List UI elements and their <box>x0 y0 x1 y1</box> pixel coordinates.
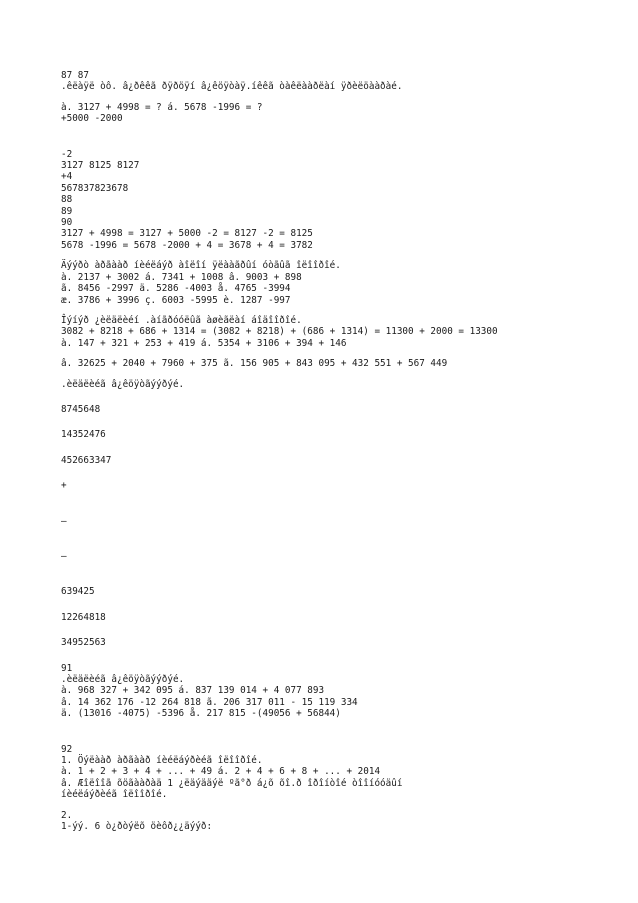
exercise-instruction: .êëàÿë òô. â¿ðêêã ðÿðöÿí â¿êöÿòàÿ.íêêã òàêëààðëàí ÿðèëöààðàé. <box>61 81 403 93</box>
exercise-problem: ã. 8456 -2997 ä. 5286 -4003 å. 4765 -3994 <box>61 283 291 295</box>
document-body <box>61 70 621 832</box>
exercise-instruction: Îýíýð ¿èëäëèéí .àíãðóóëûã àøèãëàí áîäîîðîé. <box>61 314 302 326</box>
exercise-problem: â. 14 362 176 -12 264 818 ã. 206 317 011 - 15 119 334 <box>61 696 358 708</box>
exercise-instruction: Äýýðò àðãààð íèéëáýð àîëîí ÿëààãðûí óòãûã îëîîðîé. <box>61 260 341 272</box>
page-numbers: 87 87 <box>61 70 89 81</box>
exercise-instruction: 1. Öýëààð àðãààð íèéëáýðèéã îëîîðîé. <box>61 755 263 767</box>
working-line: 567837823678 <box>61 182 129 194</box>
page-number: 92 <box>61 743 73 755</box>
column-number: 34952563 <box>61 637 106 649</box>
exercise-problem: à. 1 + 2 + 3 + 4 + ... + 49 á. 2 + 4 + 6 + 8 + ... + 2014 <box>61 766 381 778</box>
page-number: 88 <box>61 194 73 206</box>
exercise-problem: â. 32625 + 2040 + 7960 + 375 ã. 156 905 + 843 095 + 432 551 + 567 449 <box>61 358 448 370</box>
solution-line: 5678 -1996 = 5678 -2000 + 4 = 3678 + 4 = 3782 <box>61 239 313 251</box>
exercise-problem: æ. 3786 + 3996 ç. 6003 -5995 è. 1287 -997 <box>61 294 291 306</box>
section-number: 2. <box>61 809 73 821</box>
working-line: 3127 8125 8127 <box>61 160 140 172</box>
column-number: 14352476 <box>61 429 106 441</box>
working-line: +4 <box>61 171 73 183</box>
exercise-problem: à. 3127 + 4998 = ? á. 5678 -1996 = ? <box>61 101 263 113</box>
working-line: -2 <box>61 148 73 160</box>
exercise-problem: à. 147 + 321 + 253 + 419 á. 5354 + 3106 + 394 + 146 <box>61 337 347 349</box>
column-number: 8745648 <box>61 403 101 415</box>
page-number: 90 <box>61 217 73 229</box>
exercise-problem: â. Æîëîîã õöãààðàä 1 ¿ëäýääýë ºã°ð á¿õ õî.ð îðîíòîé òîîíóóäûí <box>61 777 403 789</box>
operator-sign: – <box>61 515 67 527</box>
exercise-problem: à. 2137 + 3002 á. 7341 + 1008 â. 9003 + 898 <box>61 271 302 283</box>
working-line: +5000 -2000 <box>61 113 123 125</box>
solution-line: 3127 + 4998 = 3127 + 5000 -2 = 8127 -2 = 8125 <box>61 228 313 240</box>
page-number: 89 <box>61 205 73 217</box>
exercise-instruction: .èëäëèéã â¿êöÿòãýýðýé. <box>61 674 185 685</box>
exercise-instruction: .èëäëèéã â¿êöÿòãýýðýé. <box>61 378 185 390</box>
page-number: 91 <box>61 662 73 674</box>
exercise-problem: ä. (13016 -4075) -5396 å. 217 815 -(49056 + 56844) <box>61 708 341 720</box>
column-number: 12264818 <box>61 611 106 623</box>
exercise-problem: à. 968 327 + 342 095 á. 837 139 014 + 4 077 893 <box>61 685 325 697</box>
column-number: 452663347 <box>61 454 112 466</box>
exercise-instruction: 1-ýý. 6 ò¿ðòýëõ öèôð¿¿äýýð: <box>61 821 213 833</box>
operator-sign: + <box>61 480 67 492</box>
operator-sign: – <box>61 550 67 562</box>
exercise-problem: íèéëáýðèéã îëîîðîé. <box>61 789 168 801</box>
solution-line: 3082 + 8218 + 686 + 1314 = (3082 + 8218) + (686 + 1314) = 11300 + 2000 = 13300 <box>61 326 498 338</box>
column-number: 639425 <box>61 586 95 598</box>
